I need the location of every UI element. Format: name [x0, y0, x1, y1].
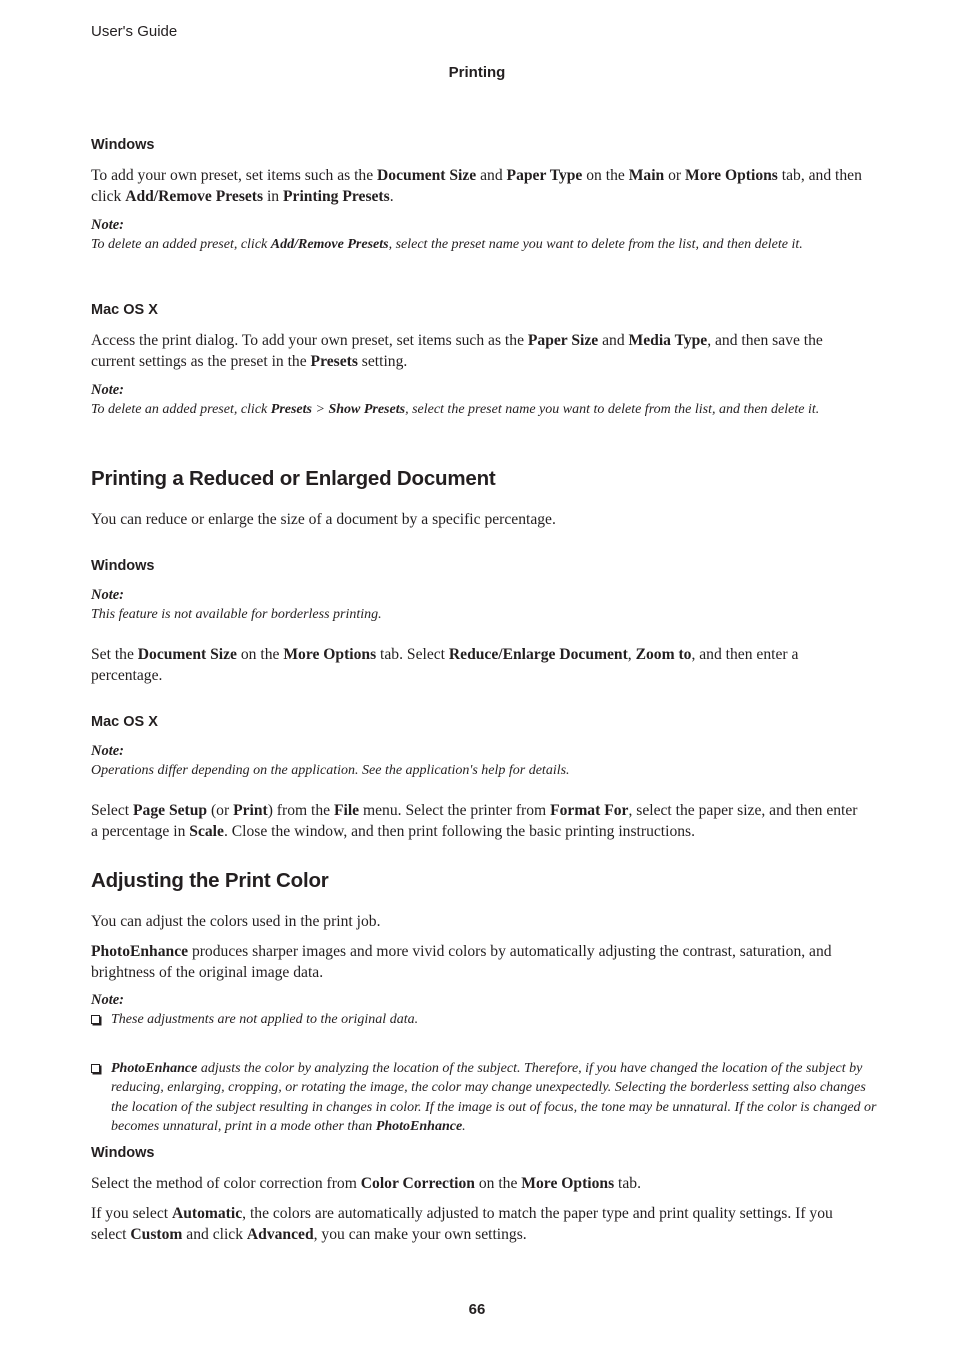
color-windows-heading: Windows [91, 1145, 155, 1161]
emphasis-term: More Options [521, 1175, 615, 1192]
header-chapter-title: Printing [448, 64, 506, 81]
emphasis-term: Color Correction [360, 1175, 475, 1192]
emphasis-term: Automatic [171, 1205, 243, 1222]
presets-mac-note-label: Note: [91, 382, 125, 398]
reduce-mac-heading: Mac OS X [91, 714, 158, 730]
emphasis-term: More Options [283, 646, 377, 663]
emphasis-term: Printing Presets [283, 188, 390, 205]
color-intro: You can adjust the colors used in the print job. [91, 913, 381, 930]
reduce-mac-paragraph: Select Page Setup (or Print) from the File menu. Select the printer from Format For, select the paper size, and then enter a percentage in Scale. Close the window, and then print following the basic printing instructions. [91, 802, 858, 840]
reduce-section-title: Printing a Reduced or Enlarged Document [91, 467, 496, 490]
header-guide-title: User's Guide [91, 23, 178, 40]
emphasis-term: Main [628, 167, 665, 184]
emphasis-term: Paper Type [506, 167, 583, 184]
color-windows-paragraph-1: Select the method of color correction from Color Correction on the More Options tab. [91, 1175, 641, 1192]
emphasis-term: Document Size [137, 646, 237, 663]
emphasis-term: File [333, 802, 360, 819]
presets-mac-note: To delete an added preset, click Presets > Show Presets, select the preset name you want to delete from the list, and then delete it. [91, 402, 820, 417]
page-number: 66 [468, 1301, 486, 1318]
emphasis-term: Page Setup [133, 802, 208, 819]
reduce-windows-heading: Windows [91, 558, 155, 574]
emphasis-term: Custom [130, 1226, 183, 1243]
presets-windows-note: To delete an added preset, click Add/Remove Presets, select the preset name you want to delete from the list, and then delete it. [91, 237, 803, 252]
presets-mac-paragraph: Access the print dialog. To add your own preset, set items such as the Paper Size and Media Type, and then save the current settings as the preset in the Presets setting. [91, 332, 823, 370]
emphasis-term: Show Presets [328, 402, 406, 417]
color-note-item-text: These adjustments are not applied to the original data. [111, 1012, 419, 1027]
checkbox-bullet-icon [91, 1015, 100, 1024]
color-section-title: Adjusting the Print Color [91, 869, 329, 892]
reduce-windows-paragraph: Set the Document Size on the More Options tab. Select Reduce/Enlarge Document, Zoom to, and then enter a percentage. [91, 646, 799, 684]
emphasis-term: Media Type [628, 332, 708, 349]
reduce-mac-note-label: Note: [91, 743, 125, 759]
emphasis-term: Print [233, 802, 268, 819]
color-photoenhance-paragraph: PhotoEnhance produces sharper images and more vivid colors by automatically adjusting the contrast, saturation, and brightness of the original image data. [91, 943, 832, 981]
reduce-mac-note: Operations differ depending on the application. See the application's help for details. [91, 763, 570, 778]
color-windows-paragraph-2: If you select Automatic, the colors are automatically adjusted to match the paper type and print quality settings. If you select Custom and click Advanced, you can make your own settings. [91, 1205, 833, 1243]
emphasis-term: More Options [685, 167, 778, 184]
emphasis-term: Advanced [246, 1226, 314, 1243]
reduce-windows-note: This feature is not available for borderless printing. [91, 607, 382, 622]
presets-windows-paragraph: To add your own preset, set items such as the Document Size and Paper Type on the Main or More Options tab, and then click Add/Remove Presets in Printing Presets. [91, 167, 862, 205]
emphasis-term: Reduce/Enlarge Document [448, 646, 628, 663]
checkbox-bullet-icon [91, 1064, 100, 1073]
emphasis-term: Add/Remove Presets [125, 188, 264, 205]
emphasis-term: Zoom to [635, 646, 692, 663]
color-note-label: Note: [91, 992, 125, 1008]
emphasis-term: PhotoEnhance [91, 943, 189, 960]
reduce-windows-note-label: Note: [91, 587, 125, 603]
emphasis-term: Presets [270, 402, 312, 417]
presets-windows-heading: Windows [91, 137, 155, 153]
emphasis-term: Document Size [377, 167, 477, 184]
color-note-item-text: PhotoEnhance adjusts the color by analyzing the location of the subject. Therefore, if you have changed the location of the subject by reducing, enlarging, cropping, or rotating the image, the color may change unexpectedly. Selecting the borderless setting also changes the location of the subject resulting in changes in color. If the image is out of focus, the tone may be unnatural. If the color is changed or becomes unnatural, print in a mode other than PhotoEnhance. [111, 1060, 877, 1134]
presets-windows-note-label: Note: [91, 217, 125, 233]
color-note-item [91, 1010, 883, 1030]
color-note-item [91, 1059, 883, 1137]
presets-mac-heading: Mac OS X [91, 302, 158, 318]
reduce-intro: You can reduce or enlarge the size of a document by a specific percentage. [91, 511, 556, 528]
emphasis-term: PhotoEnhance [375, 1119, 463, 1134]
emphasis-term: PhotoEnhance [111, 1060, 198, 1076]
emphasis-term: Add/Remove Presets [270, 237, 389, 252]
emphasis-term: Format For [550, 802, 629, 819]
emphasis-term: Paper Size [527, 332, 599, 349]
emphasis-term: Presets [310, 353, 358, 370]
emphasis-term: Scale [189, 823, 224, 840]
